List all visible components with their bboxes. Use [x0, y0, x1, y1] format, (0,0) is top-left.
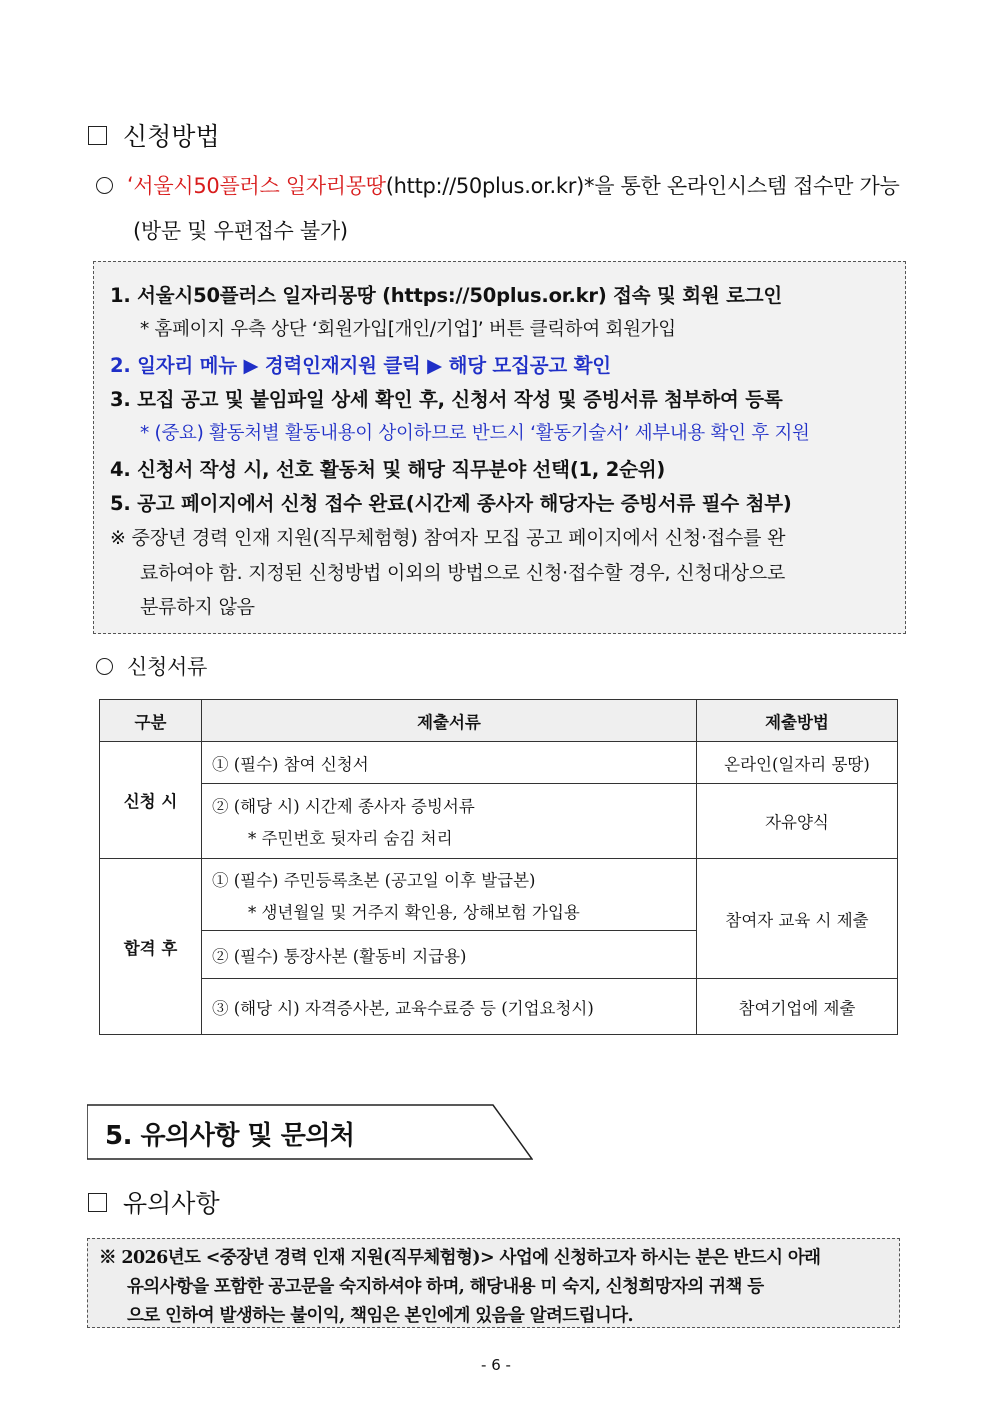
pass-doc-1-text: ① (필수) 주민등록초본 (공고일 이후 발급본) [212, 870, 536, 890]
apply-doc-2 [202, 784, 697, 859]
notice-line-2: 유의사항을 포함한 공고문을 숙지하셔야 하며, 해당내용 미 숙지, 신청희망자의 귀책 등 [127, 1277, 764, 1297]
pass-doc-1-sub: * 생년월일 및 거주지 확인용, 상해보험 가입용 [248, 902, 580, 922]
step-1-note: * 홈페이지 우측 상단 ‘회원가입[개인/기업]’ 버튼 클릭하여 회원가입 [140, 319, 676, 340]
apply-method-1: 온라인(일자리 몽땅) [697, 742, 898, 784]
header-documents: 제출서류 [202, 700, 697, 742]
table-row [100, 784, 898, 859]
section-title-text: 신청방법 [123, 122, 220, 151]
header-category: 구분 [100, 700, 202, 742]
pass-method-1-2: 참여자 교육 시 제출 [697, 859, 898, 979]
header-method: 제출방법 [697, 700, 898, 742]
pass-doc-1 [202, 859, 697, 931]
step-2: 2. 일자리 메뉴 ▶ 경력인재지원 클릭 ▶ 해당 모집공고 확인 [110, 354, 611, 377]
table-row [100, 742, 898, 784]
section-title-notice [88, 1184, 220, 1220]
docs-title-text: 신청서류 [127, 655, 207, 679]
intro-rest: (http://50plus.or.kr)*을 통한 온라인시스템 접수만 가능 [385, 174, 900, 198]
apply-doc-1: ① (필수) 참여 신청서 [202, 742, 697, 784]
pass-doc-3: ③ (해당 시) 자격증사본, 교육수료증 등 (기업요청시) [202, 979, 697, 1035]
step-3-note: * (중요) 활동처별 활동내용이 상이하므로 반드시 ‘활동기술서’ 세부내용 확인 후 지원 [140, 423, 810, 444]
apply-label: 신청 시 [100, 742, 202, 859]
notice-line-3: 으로 인하여 발생하는 불이익, 책임은 본인에게 있음을 알려드립니다. [127, 1306, 633, 1326]
step-5: 5. 공고 페이지에서 신청 접수 완료(시간제 종사자 해당자는 증빙서류 필수 첨부) [110, 492, 792, 515]
intro-sub: (방문 및 우편접수 불가) [133, 219, 348, 243]
pass-method-3: 참여기업에 제출 [697, 979, 898, 1035]
step-1: 1. 서울시50플러스 일자리몽땅 (https://50plus.or.kr) 접속 및 회원 로그인 [110, 284, 782, 307]
checkbox-square-icon [88, 1193, 107, 1212]
docs-table [99, 699, 898, 1035]
apply-method-2: 자유양식 [697, 784, 898, 859]
circle-bullet-icon [96, 177, 113, 194]
section5-title: 5. 유의사항 및 문의처 [105, 1121, 355, 1151]
method-intro [96, 170, 900, 200]
apply-doc-2-text: ② (해당 시) 시간제 종사자 증빙서류 [212, 797, 475, 816]
notice-title-text: 유의사항 [123, 1189, 220, 1218]
pass-label: 합격 후 [100, 859, 202, 1035]
notice-box [87, 1238, 900, 1328]
table-header-row [100, 700, 898, 742]
circle-bullet-icon [96, 658, 113, 675]
table-row [100, 979, 898, 1035]
caution-line-1: ※ 중장년 경력 인재 지원(직무체험형) 참여자 모집 공고 페이지에서 신청·접수를 완 [110, 527, 786, 549]
notice-line-1: ※ 2026년도 <중장년 경력 인재 지원(직무체험형)> 사업에 신청하고자 하시는 분은 반드시 아래 [99, 1248, 821, 1268]
caution-line-3: 분류하지 않음 [140, 596, 255, 618]
caution-line-2: 료하여야 함. 지정된 신청방법 이외의 방법으로 신청·접수할 경우, 신청대상으로 [140, 562, 786, 584]
intro-quote-open: ‘ [127, 173, 134, 197]
docs-title [96, 651, 207, 681]
intro-site-name: 서울시50플러스 일자리몽땅 [133, 174, 386, 198]
section5-banner [87, 1104, 533, 1160]
apply-doc-2-sub: * 주민번호 뒷자리 숨김 처리 [248, 829, 453, 848]
step-4: 4. 신청서 작성 시, 선호 활동처 및 해당 직무분야 선택(1, 2순위) [110, 458, 666, 481]
method-steps-box [93, 261, 906, 634]
section-title-method [88, 117, 220, 153]
table-row [100, 859, 898, 931]
page-number: - 6 - [481, 1356, 511, 1374]
pass-doc-2: ② (필수) 통장사본 (활동비 지급용) [202, 931, 697, 979]
step-3: 3. 모집 공고 및 붙임파일 상세 확인 후, 신청서 작성 및 증빙서류 첨부하여 등록 [110, 388, 783, 411]
checkbox-square-icon [88, 126, 107, 145]
